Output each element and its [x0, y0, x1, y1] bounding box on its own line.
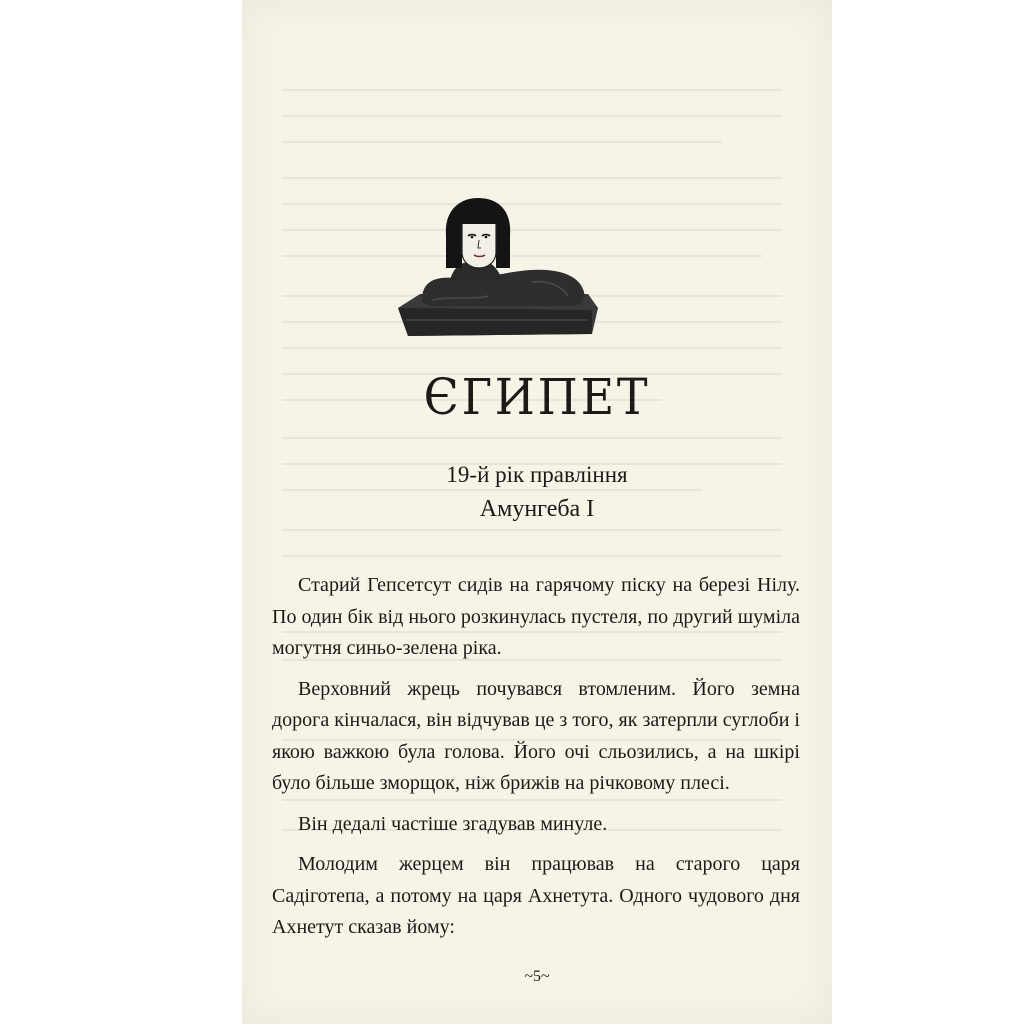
- chapter-title: ЄГИПЕТ: [423, 368, 651, 426]
- book-page: [242, 0, 832, 1024]
- page-number: ~5~: [524, 968, 550, 985]
- chapter-subtitle-line2: Амунгеба І: [479, 496, 595, 522]
- paragraph: Старий Гепсетсут сидів на гарячому піску на березі Нілу. По один бік від нього розкинулась пустеля, по другий шуміла могутня синьо-зелена ріка.: [272, 574, 800, 659]
- paragraph: Він дедалі частіше згадував минуле.: [298, 812, 608, 835]
- paragraph: Молодим жерцем він працював на старого царя Садіготепа, а потому на царя Ахнетута. Одного чудового дня Ахнетут сказав йому:: [272, 853, 800, 938]
- body-text: [272, 570, 800, 953]
- chapter-subtitle-line1: 19-й рік правління: [446, 462, 628, 487]
- paragraph: Верховний жрець почувався втомленим. Його земна дорога кінчалася, він відчував це з того, як затерпли суглоби і якою важкою була голова. Його очі сльозились, а на шкірі було більше зморщок, ніж брижів на річковому плесі.: [272, 677, 800, 794]
- sphinx-illustration: [392, 196, 602, 346]
